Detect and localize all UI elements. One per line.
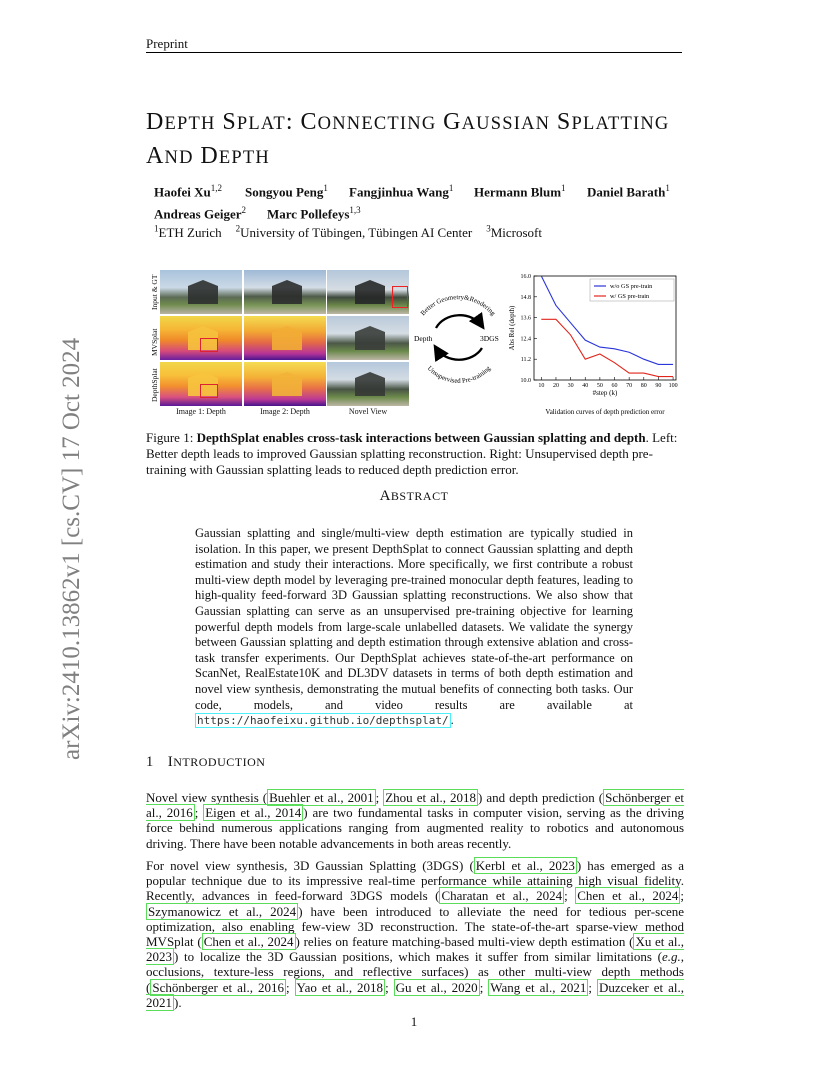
citation-link[interactable]: Wang et al., 2021 <box>490 979 587 995</box>
caption-label: Figure 1: <box>146 430 194 445</box>
y-tick-label: 16.0 <box>520 274 531 280</box>
svg-text:Unsupervised Pre-training <box>426 365 493 385</box>
author: Hermann Blum$^1$ <box>474 183 566 200</box>
affiliations <box>154 224 556 241</box>
italic-text: e.g. <box>661 949 681 965</box>
affiliation: $^2$University of Tübingen, Tübingen AI Center <box>235 224 473 241</box>
figure-caption <box>146 430 686 478</box>
citation-link[interactable]: Zhou et al., 2018 <box>385 790 477 805</box>
citation-link[interactable]: Yao et al., 2018 <box>296 979 384 995</box>
affiliation: $^3$Microsoft <box>486 224 542 241</box>
column-label: Image 2: Depth <box>260 407 310 416</box>
y-tick-label: 14.8 <box>520 294 531 301</box>
column-label: Image 1: Depth <box>176 407 226 416</box>
figure-image <box>160 316 242 360</box>
x-tick-label: 80 <box>640 383 647 389</box>
section-heading <box>146 754 265 771</box>
citation-link[interactable]: Charatan et al., 2024 <box>441 888 563 904</box>
figure-image <box>160 270 242 314</box>
title-line-1: DEPTH SPLAT: CONNECTING GAUSSIAN SPLATTING <box>146 109 670 135</box>
abstract-text: Gaussian splatting and single/multi-view depth estimation are typically studied in isolation. In this paper, we present DepthSplat to connect Gaussian splatting and depth estimation and study their interactions. More specifically, we first contribute a robust multi-view depth model by leveraging pre-trained monocular depth features, leading to high-quality feed-forward 3D Gaussian splatting reconstructions. We also show that Gaussian splatting can serve as an unsupervised pre-training objective for learning powerful depth models from large-scale unlabelled datasets. We validate the synergy between Gaussian splatting and depth estimation through extensive ablation and cross-task transfer experiments. Our DepthSplat achieves state-of-the-art performance on ScanNet, RealEstate10K and DL3DV datasets in terms of both depth estimation and novel view synthesis, demonstrating the mutual benefits of connecting both tasks. Our code, models, and video results are available at <box>195 526 633 712</box>
chart-caption: Validation curves of depth prediction error <box>545 408 665 416</box>
title-line-2: AND DEPTH <box>146 143 270 169</box>
author: Daniel Barath$^1$ <box>587 183 670 200</box>
author: Songyou Peng$^1$ <box>245 183 328 200</box>
intro-paragraph-1: Novel view synthesis ( Buehler et al., 2001 ; Zhou et al., 2018 ) and depth prediction ( Schönberger et al., 2016 ; Eigen et al., 2014 ) are two fundamental tasks in computer vision, serving as the driving force behind numerous applications ranging from augmented reality to robotics and autonomous driving. There have been notable advancements in both areas recently. <box>146 790 684 851</box>
y-tick-label: 11.2 <box>520 357 531 364</box>
author: Fangjinhua Wang$^1$ <box>349 183 454 200</box>
cycle-left-label: Depth <box>414 334 433 343</box>
citation-link[interactable]: Kerbl et al., 2023 <box>475 858 575 873</box>
y-tick-label: 12.4 <box>520 336 531 343</box>
x-tick-label: 50 <box>596 383 603 389</box>
figure-image <box>327 362 409 406</box>
figure-image <box>244 316 326 360</box>
abstract-end: . <box>450 713 454 728</box>
section-number: 1 <box>146 754 154 770</box>
x-axis-label: #step (k) <box>592 389 618 397</box>
x-tick-label: 30 <box>567 383 574 389</box>
legend-label: w/ GS pre-train <box>610 293 650 301</box>
y-axis-label: Abs Rel (depth) <box>508 305 516 351</box>
citation-link[interactable]: Gu et al., 2020 <box>395 979 478 995</box>
abstract-body <box>195 526 633 729</box>
citation-link[interactable]: Xu et al., 2023 <box>146 934 684 965</box>
header-rule <box>146 52 682 53</box>
abstract-heading: ABSTRACT <box>379 488 449 504</box>
x-tick-label: 90 <box>655 383 662 389</box>
arrow-bottom <box>436 348 482 360</box>
highlight-box <box>392 286 408 308</box>
cycle-diagram <box>408 286 508 390</box>
depth-error-chart <box>500 268 686 420</box>
section-name: INTRODUCTION <box>167 754 266 770</box>
project-link[interactable]: https://haofeixu.github.io/depthsplat/ <box>197 714 449 728</box>
x-tick-label: 60 <box>611 383 618 389</box>
running-header: Preprint <box>146 36 188 51</box>
citation-link[interactable]: Chen et al., 2024 <box>577 888 679 904</box>
arxiv-identifier: arXiv:2410.13862v1 [cs.CV] 17 Oct 2024 <box>58 337 85 760</box>
row-label: Input & GT <box>150 274 159 310</box>
x-tick-label: 70 <box>626 383 633 389</box>
author: Marc Pollefeys$^{1,3}$ <box>267 205 361 222</box>
cycle-top-label: Better Geometry&Rendering <box>419 294 497 318</box>
cycle-right-label: 3DGS <box>480 334 499 343</box>
intro-paragraph-2: For novel view synthesis, 3D Gaussian Splatting (3DGS) ( Kerbl et al., 2023 ) has emerged as a popular technique due to its impressive real-time performance while attaining high visual fidelity. Recently, advances in feed-forward 3DGS models ( Charatan et al., 2024 ; Chen et al., 2024 ; Szymanowicz et al., 2024 ) have been introduced to alleviate the need for tedious per-scene optimization, also enabling few-view 3D reconstruction. The state-of-the-art sparse-view method MVSplat ( Chen et al., 2024 ) relies on feature matching-based multi-view depth estimation ( Xu et al., 2023 ) to localize the 3D Gaussian positions, which makes it suffer from similar limitations (e.g., occlusions, texture-less regions, and reflective surfaces) as other multi-view depth methods ( Schönberger et al., 2016 ; Yao et al., 2018 ; Gu et al., 2020 ; Wang et al., 2021 ; Duzceker et al., 2021 ). <box>146 858 684 1010</box>
citation-link[interactable]: Schönberger et al., 2016 <box>152 979 284 995</box>
citation-link[interactable]: Schönberger et al., 2016 <box>146 790 684 821</box>
caption-bold: DepthSplat enables cross-task interactions between Gaussian splatting and depth <box>196 430 646 445</box>
caption-text: . Left: Better depth leads to improved Gaussian splatting reconstruction. Right: Unsupervised depth pre-training with Gaussian splatting leads to reduced depth prediction error. <box>146 430 678 477</box>
figure-image <box>327 316 409 360</box>
paper-title <box>146 106 686 174</box>
arrow-top <box>436 315 482 328</box>
page-number: 1 <box>410 1014 418 1029</box>
cycle-bottom-label: Unsupervised Pre-training <box>425 365 493 385</box>
author: Haofei Xu$^{1,2}$ <box>154 183 222 200</box>
figure-image <box>244 270 326 314</box>
affiliation: $^1$ETH Zurich <box>154 224 222 241</box>
x-tick-label: 100 <box>668 383 678 389</box>
citation-link[interactable]: Chen et al., 2024 <box>203 934 294 950</box>
y-tick-label: 13.6 <box>520 315 531 322</box>
legend-label: w/o GS pre-train <box>610 283 653 291</box>
figure-image <box>160 362 242 406</box>
row-label: DepthSplat <box>150 368 159 402</box>
citation-link[interactable]: Szymanowicz et al., 2024 <box>148 903 297 919</box>
x-tick-label: 10 <box>538 383 545 389</box>
citation-link[interactable]: Duzceker et al., 2021 <box>146 979 684 1010</box>
x-tick-label: 20 <box>552 383 559 389</box>
figure-image <box>244 362 326 406</box>
citation-link[interactable]: Eigen et al., 2014 <box>205 805 302 821</box>
citation-link[interactable]: Buehler et al., 2001 <box>269 790 374 805</box>
column-label: Novel View <box>348 407 388 416</box>
y-tick-label: 10.0 <box>520 378 531 384</box>
author: Andreas Geiger$^2$ <box>154 205 246 222</box>
row-label: MVSplat <box>150 328 159 356</box>
x-tick-label: 40 <box>582 383 589 389</box>
